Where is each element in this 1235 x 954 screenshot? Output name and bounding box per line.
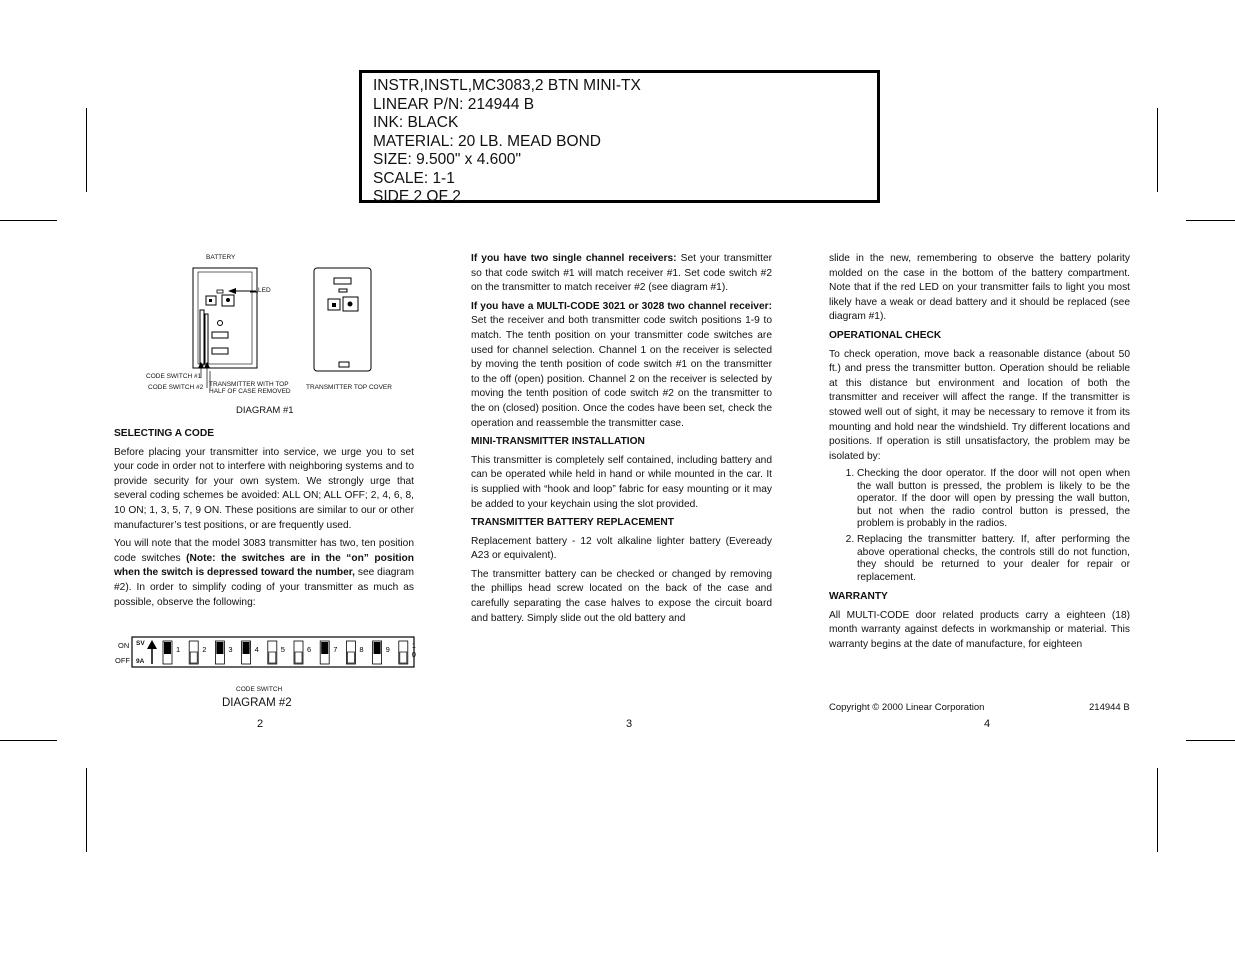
code-switch-diagram	[131, 636, 416, 670]
copyright: Copyright © 2000 Linear Corporation	[829, 702, 985, 713]
spec-line: LINEAR P/N: 214944 B	[373, 95, 535, 113]
page-number: 4	[984, 718, 991, 730]
heading-operational-check: OPERATIONAL CHECK	[829, 329, 942, 341]
top-cover-label: TRANSMITTER TOP COVER	[306, 384, 392, 391]
switch-sv-label: SV	[136, 640, 145, 647]
paragraph: Replacement battery - 12 volt alkaline lighter battery (Eveready A23 or equivalent).	[471, 535, 772, 562]
code-switch-label: CODE SWITCH	[236, 686, 283, 693]
transmitter-label-line2: HALF OF CASE REMOVED	[209, 388, 291, 395]
switch-number: 2	[202, 645, 207, 654]
crop-mark	[1157, 108, 1158, 192]
page-2-column	[114, 427, 414, 614]
switch-knob	[243, 642, 250, 654]
battery-label: BATTERY	[206, 254, 236, 261]
heading-selecting-code: SELECTING A CODE	[114, 428, 214, 439]
switch-slot	[399, 641, 408, 664]
switch-knob	[216, 642, 223, 654]
spec-line: MATERIAL: 20 LB. MEAD BOND	[373, 132, 601, 150]
switch-on-label: ON	[118, 641, 130, 650]
paragraph: slide in the new, remembering to observe the battery polarity molded on the case in the bottom of the battery compartment. Note that if the red LED on your transmitter fails to light you most likely have a weak or dead battery and it should be replaced (see diagram #1).	[829, 253, 1130, 323]
switch-arrow	[147, 640, 157, 649]
bold-text: If you have a MULTI-CODE 3021 or 3028 two channel receiver:	[471, 300, 772, 312]
switch-slot	[294, 641, 303, 664]
crop-mark	[1157, 768, 1158, 852]
switch-slot	[189, 641, 198, 664]
led-label: LED	[258, 287, 271, 294]
switch-number: 5	[280, 645, 285, 654]
text: Set the receiver and both transmitter code switch positions 1-9 to match. The tenth position on your transmitter code switches are used for channel selection. Channel 1 on the receiver is selected by moving the tenth position of code switch #1 on the transmitter to the off (open) position. Channel 2 on the receiver is selected by moving the tenth position of code switch #2 on the transmitter to the on (closed) position. Once the codes have been set, check the operation and reassemble the transmitter case.	[471, 315, 772, 429]
crop-mark	[0, 220, 57, 221]
paragraph: This transmitter is completely self contained, including battery and can be operated while held in hand or while mounted in the car. It is supplied with “hook and loop” fabric for easy mounting or it may be added to your keychain using the slot provided.	[471, 454, 772, 510]
switch-knob	[347, 652, 354, 663]
switch-number: 6	[307, 645, 312, 654]
crop-mark	[1186, 220, 1235, 221]
switch-number: 0	[411, 650, 416, 659]
bold-text: (Note: the switches are in the “on” position when the switch is depressed toward the number,	[114, 552, 414, 579]
switch-knob	[321, 642, 328, 654]
paragraph: The transmitter battery can be checked or changed by removing the phillips head screw located on the back of the case and carefully separating the case halves to expose the circuit board and battery. Simply slide out the old battery and	[471, 568, 772, 624]
switch-number: 4	[254, 645, 259, 654]
switch-number: 8	[359, 645, 364, 654]
list-item: 1. Checking the door operator. If the door will not open when the wall button is pressed, the problem is likely to be the operator. If the door will open by pressing the wall button, but not when the radio control button is pressed, the problem is probably in the radios.	[857, 468, 1130, 530]
text: Set your transmitter so that code switch #1 will match receiver #1. Set code switch #2 on the transmitter to match receiver #2 (see diagram #1).	[471, 253, 772, 294]
paragraph	[114, 537, 414, 610]
diagram-2-caption: DIAGRAM #2	[222, 697, 292, 709]
page-3-column	[471, 252, 772, 630]
switch-knob	[374, 642, 381, 654]
switch-off-label: OFF	[115, 656, 130, 665]
switch-knob	[400, 652, 407, 663]
switch-knob	[164, 642, 171, 654]
page-number: 2	[257, 718, 264, 730]
crop-mark	[86, 768, 87, 852]
switch-number: 9	[385, 645, 390, 654]
spec-box	[359, 70, 880, 203]
spec-line: INK: BLACK	[373, 114, 459, 131]
paragraph	[471, 300, 772, 431]
text: see diagram #2). In order to simplify coding of your transmitter as much as possible, observe the following:	[114, 567, 414, 608]
spec-line: SIDE 2 OF 2	[373, 188, 461, 205]
switch-number: 7	[333, 645, 338, 654]
code-switch-1-label: CODE SWITCH #1	[146, 373, 202, 380]
crop-mark	[86, 108, 87, 192]
part-number: 214944 B	[1089, 702, 1130, 713]
switch-slot	[346, 641, 355, 664]
switch-a-label: 9A	[136, 658, 145, 665]
transmitter-label-line1: TRANSMITTER WITH TOP	[209, 381, 289, 388]
switch-number: 1	[411, 641, 416, 650]
troubleshoot-list	[829, 468, 1130, 584]
switch-knob	[190, 652, 197, 663]
switch-knob	[269, 652, 276, 663]
switch-number: 3	[228, 645, 233, 654]
heading-installation: MINI-TRANSMITTER INSTALLATION	[471, 436, 645, 448]
page-4-column	[829, 252, 1130, 656]
paragraph: To check operation, move back a reasonable distance (about 50 ft.) and press the transmitter button. Operation should be reliable at this distance but environment and location of both the transmitter and receiver will affect the range. If the transmitter is stowed well out of sight, it may be necessary to remove it from its mounting and hold near the windshield. Try different locations and positions. If operation is still unsatisfactory, the problem may be isolated by:	[829, 348, 1130, 462]
paragraph: Before placing your transmitter into service, we urge you to set your code in order not to interfere with neighboring systems and to provide security for your own system. We strongly urge that several coding schemes be avoided: ALL ON; ALL OFF; 2, 4, 6, 8, 10 ON; 1, 3, 5, 7, 9 ON. These positions are similar to our or other manufacturer’s test positions, or are frequently used.	[114, 446, 414, 531]
heading-warranty: WARRANTY	[829, 590, 888, 602]
paragraph: All MULTI-CODE door related products carry a eighteen (18) month warranty against defects in workmanship or material. This warranty begins at the date of manufacture, for eighteen	[829, 609, 1130, 650]
text: You will note that the model 3083 transmitter has two, ten position code switches	[114, 538, 414, 564]
crop-mark	[1186, 740, 1235, 741]
paragraph	[471, 252, 772, 296]
switch-knob	[295, 652, 302, 663]
heading-battery-replacement: TRANSMITTER BATTERY REPLACEMENT	[471, 517, 674, 529]
bold-text: If you have two single channel receivers:	[471, 253, 677, 264]
spec-line: SIZE: 9.500" x 4.600"	[373, 151, 522, 168]
diagram-1-caption: DIAGRAM #1	[236, 405, 294, 416]
page-number: 3	[626, 718, 633, 730]
switch-number: 1	[176, 645, 181, 654]
spec-line: SCALE: 1-1	[373, 169, 455, 187]
crop-mark	[0, 740, 57, 741]
list-item: 2. Replacing the transmitter battery. If, after performing the above operational checks, the controls still do not function, they should be returned to your dealer for repair or replacement.	[857, 534, 1130, 584]
spec-line: INSTR,INSTL,MC3083,2 BTN MINI-TX	[373, 77, 641, 94]
code-switch-2-label: CODE SWITCH #2	[148, 384, 204, 391]
